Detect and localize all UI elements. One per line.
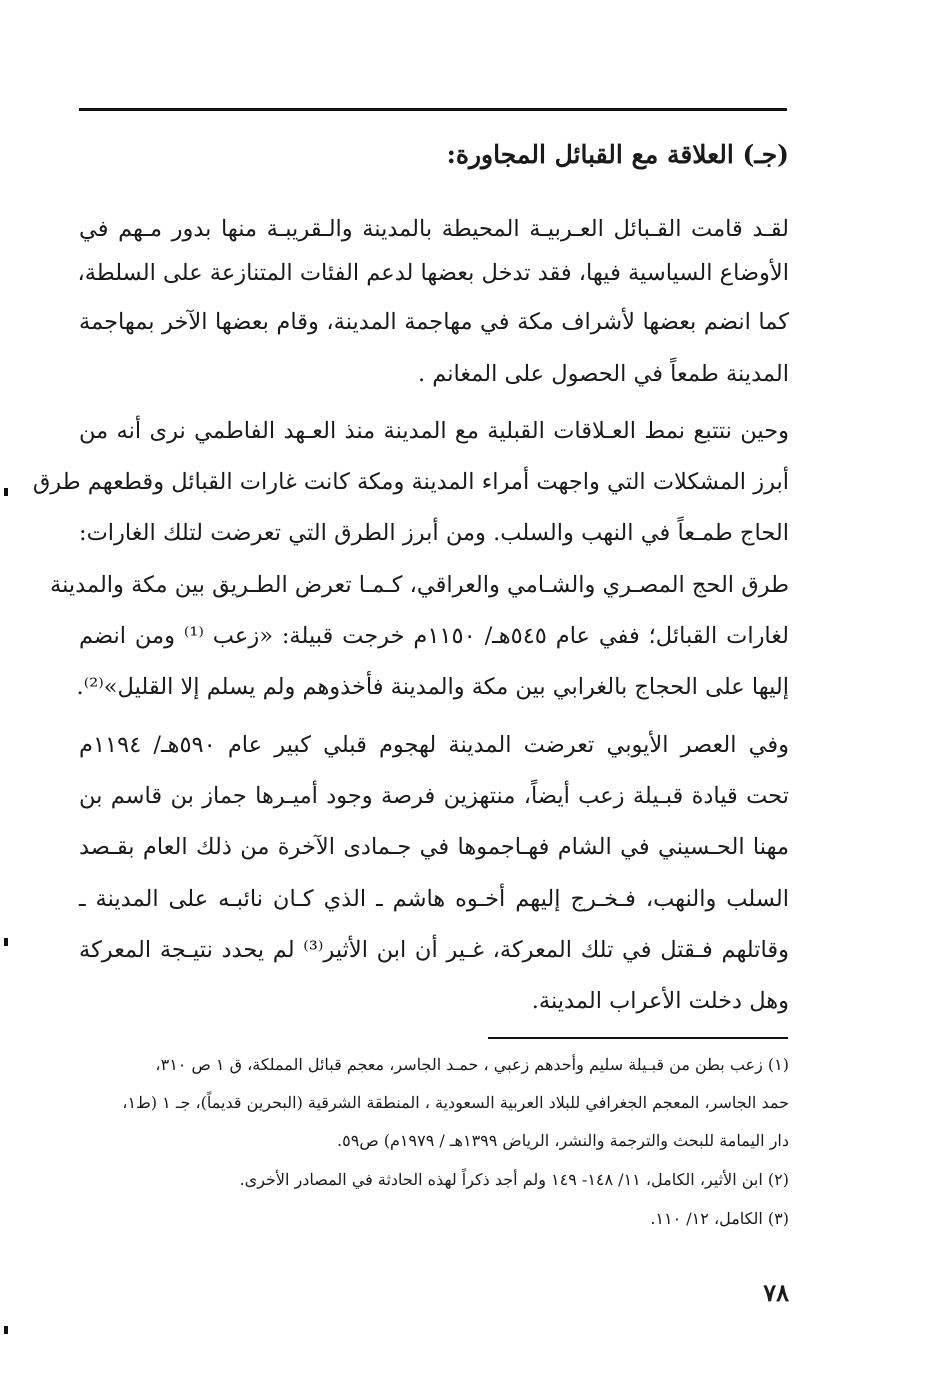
scan-edge-mark <box>4 488 8 496</box>
page-number: ٧٨ <box>763 1278 789 1307</box>
footnote-1-line-1: (١) زعب بطن من قبـيلة سليم وأحدهم زعبي ، حمـد الجاسر، معجم قبائل المملكة، ق ١ ص ٣١٠، <box>155 1055 789 1074</box>
paragraph-2-line-4: طرق الحج المصـري والشـامي والعراقي، كـمـا تعرض الطـريق بين مكة والمدينة <box>50 572 789 598</box>
paragraph-3-line-5: وقاتلهم فـقتل في تلك المعركة، غـير أن ابن الأثير⁽³⁾ لم يحدد نتيـجة المعركة <box>79 937 789 963</box>
header-rule <box>79 108 787 111</box>
paragraph-1-line-2: الأوضاع السياسية فيها، فقد تدخل بعضها لدعم الفئات المتنازعة على السلطة، <box>77 260 789 286</box>
paragraph-1-line-1: لقـد قامت القـبائل العـربيـة المحيطة بالمدينة والـقريبـة منها بدور مـهم في <box>79 216 789 242</box>
footnote-2: (٢) ابن الأثير، الكامل، ١١/ ١٤٨- ١٤٩ ولم أجد ذكراً لهذه الحادثة في المصادر الأخرى. <box>239 1170 789 1189</box>
paragraph-2-line-6: إليها على الحجاج بالغرابي بين مكة والمدينة فأخذوهم ولم يسلم إلا القليل»⁽²⁾. <box>76 674 789 700</box>
scan-edge-mark <box>4 938 8 946</box>
paragraph-1-line-3: كما انضم بعضها لأشراف مكة في مهاجمة المدينة، وقام بعضها الآخر بمهاجمة <box>79 309 789 335</box>
paragraph-3-line-2: تحت قيادة قبـيلة زعب أيضاً، منتهزين فرصة وجود أميـرها جماز بن قاسم بن <box>79 783 789 809</box>
paragraph-2-line-2: أبرز المشكلات التي واجهت أمراء المدينة ومكة كانت غارات القبائل وقطعهم طرق <box>32 469 789 495</box>
section-heading: (جـ) العلاقة مع القبائل المجاورة: <box>446 140 789 169</box>
scan-edge-mark <box>4 1326 8 1334</box>
paragraph-3-line-4: السلب والنهب، فـخـرج إليهم أخـوه هاشم ـ الذي كـان نائبـه على المدينة ـ <box>79 886 789 912</box>
paragraph-3-line-3: مهنا الحـسيني في الشام فهـاجموها في جـمادى الآخرة من ذلك العام بقـصد <box>79 834 789 860</box>
paragraph-1-line-4: المدينة طمعاً في الحصول على المغانم . <box>417 361 789 387</box>
footnote-3: (٣) الكامل، ١٢/ ١١٠. <box>650 1209 789 1228</box>
paragraph-2-line-3: الحاج طمـعاً في النهب والسلب. ومن أبرز الطرق التي تعرضت لتلك الغارات: <box>79 520 789 546</box>
footnote-separator <box>488 1037 788 1039</box>
paragraph-2-line-1: وحين نتتبع نمط العـلاقات القبلية مع المدينة منذ العـهد الفاطمي نرى أنه من <box>79 418 789 444</box>
footnote-1-line-2: حمد الجاسر، المعجم الجغرافي للبلاد العربية السعودية ، المنطقة الشرقية (البحرين قديماً)، جـ ١ (ط١، <box>122 1093 789 1112</box>
paragraph-3-line-6: وهل دخلت الأعراب المدينة. <box>531 988 789 1014</box>
paragraph-3-line-1: وفي العصر الأيوبي تعرضت المدينة لهجوم قبلي كبير عام ٥٩٠هـ/ ١١٩٤م <box>79 732 789 758</box>
paragraph-2-line-5: لغارات القبائل؛ ففي عام ٥٤٥هـ/ ١١٥٠م خرجت قبيلة: «زعب ⁽¹⁾ ومن انضم <box>79 623 789 649</box>
footnote-1-line-3: دار اليمامة للبحث والترجمة والنشر، الرياض ١٣٩٩هـ / ١٩٧٩م) ص٥٩. <box>337 1131 789 1150</box>
